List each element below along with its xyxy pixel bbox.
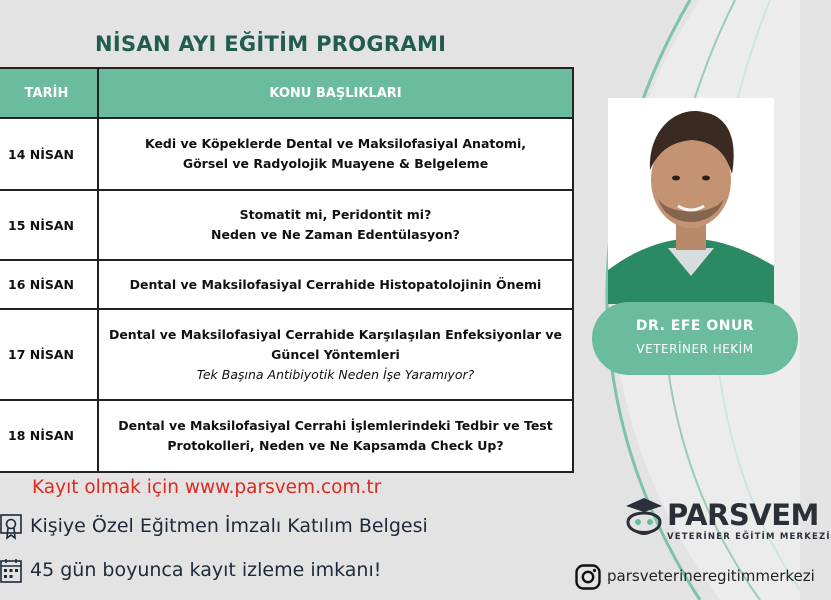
speaker-name: DR. EFE ONUR bbox=[635, 318, 755, 334]
page-title: NİSAN AYI EĞİTİM PROGRAMI bbox=[95, 32, 447, 56]
table-row bbox=[0, 309, 573, 400]
table-row bbox=[0, 118, 573, 190]
row-topic bbox=[98, 260, 573, 309]
row-topic bbox=[98, 400, 573, 472]
topic-line: Dental ve Maksilofasiyal Cerrahide Histopatolojinin Önemi bbox=[129, 276, 542, 292]
table-row bbox=[0, 190, 573, 260]
header-topics: KONU BAŞLIKLARI bbox=[98, 68, 573, 118]
table-row bbox=[0, 400, 573, 472]
topic-line: Neden ve Ne Zaman Edentülasyon? bbox=[211, 227, 460, 243]
instagram-handle: parsveterineregitimmerkezi bbox=[607, 567, 815, 585]
schedule-table bbox=[0, 67, 574, 473]
row-date: 16 NİSAN bbox=[0, 260, 98, 309]
topic-line: Görsel ve Radyolojik Muayene & Belgeleme bbox=[182, 156, 489, 172]
speaker-photo bbox=[608, 98, 774, 304]
row-date: 18 NİSAN bbox=[0, 400, 98, 472]
row-topic bbox=[98, 309, 573, 400]
register-link-text[interactable]: Kayıt olmak için www.parsvem.com.tr bbox=[32, 477, 382, 498]
topic-line: Dental ve Maksilofasiyal Cerrahide Karşılaşılan Enfeksiyonlar ve bbox=[108, 326, 563, 342]
header-date: TARİH bbox=[0, 68, 98, 118]
topic-line: Güncel Yöntemleri bbox=[271, 346, 400, 362]
row-date: 14 NİSAN bbox=[0, 118, 98, 190]
logo-emblem-icon bbox=[622, 496, 666, 544]
feature-text: Kişiye Özel Eğitmen İmzalı Katılım Belgesi bbox=[30, 515, 428, 537]
row-date: 15 NİSAN bbox=[0, 190, 98, 260]
instagram-icon bbox=[575, 564, 601, 590]
speaker-name-badge bbox=[592, 302, 798, 375]
topic-subtitle: Tek Başına Antibiyotik Neden İşe Yaramıyor? bbox=[196, 366, 475, 382]
certificate-icon bbox=[0, 514, 22, 540]
topic-line: Protokolleri, Neden ve Ne Kapsamda Check Up? bbox=[167, 437, 504, 453]
topic-line: Stomatit mi, Peridontit mi? bbox=[239, 207, 432, 223]
topic-line: Dental ve Maksilofasiyal Cerrahi İşlemlerindeki Tedbir ve Test bbox=[118, 417, 553, 433]
row-topic bbox=[98, 190, 573, 260]
instagram-link[interactable] bbox=[575, 563, 815, 593]
speaker-title: VETERİNER HEKİM bbox=[636, 342, 754, 356]
calendar-icon bbox=[0, 558, 22, 584]
topic-line: Kedi ve Köpeklerde Dental ve Maksilofasiyal Anatomi, bbox=[144, 136, 526, 152]
logo-wordmark: PARSVEM bbox=[667, 498, 819, 532]
row-topic bbox=[98, 118, 573, 190]
table-header-row bbox=[0, 68, 573, 118]
logo-subtitle: VETERİNER EĞİTİM MERKEZİ bbox=[667, 532, 831, 542]
table-row bbox=[0, 260, 573, 309]
row-date: 17 NİSAN bbox=[0, 309, 98, 400]
parsvem-logo bbox=[622, 496, 831, 546]
feature-text: 45 gün boyunca kayıt izleme imkanı! bbox=[30, 559, 382, 581]
